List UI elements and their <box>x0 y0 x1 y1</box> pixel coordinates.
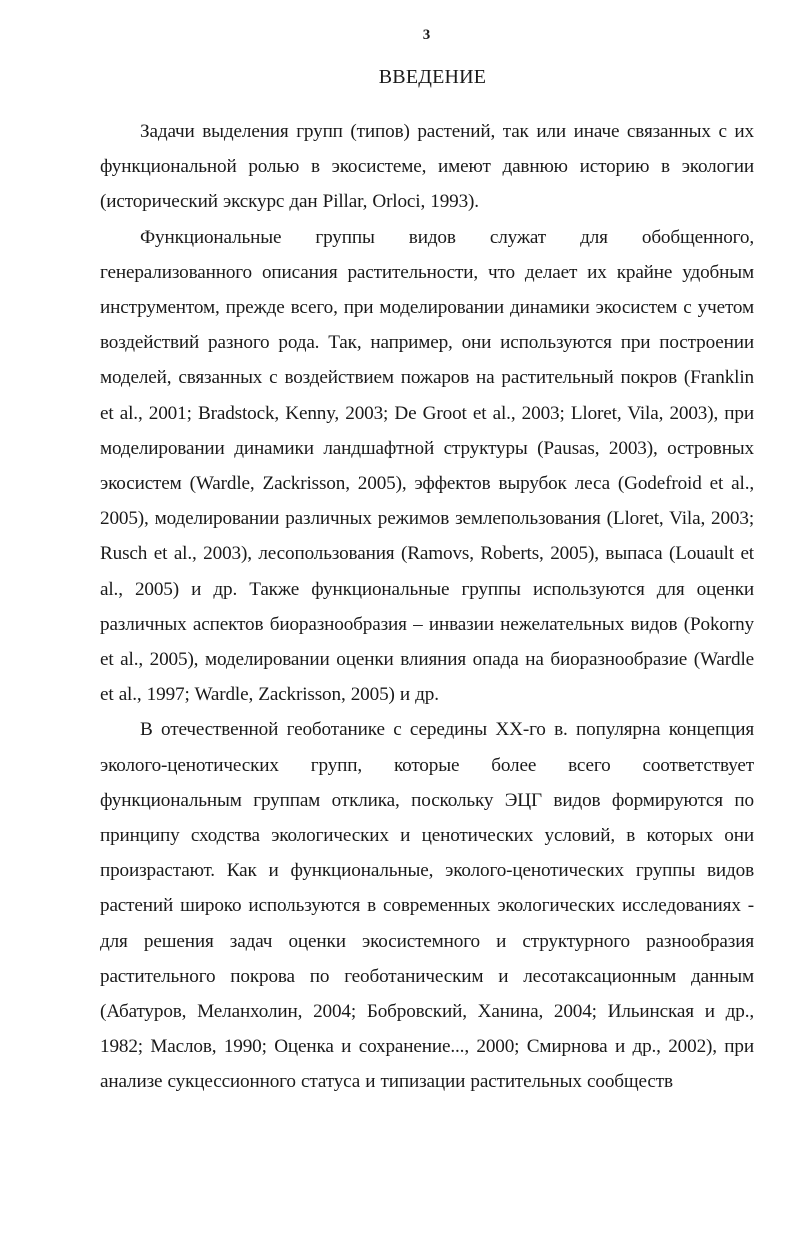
paragraph-1: Задачи выделения групп (типов) растений, так или иначе связанных с их функциональной ролью в экосистеме, имеют давнюю историю в экологии (исторический экскурс дан Pillar, Orloci, 1993). <box>100 121 754 213</box>
paragraph-2: Функциональные группы видов служат для обобщенного, генерализованного описания растительности, что делает их крайне удобным инструментом, прежде всего, при моделировании динамики экосистем с учетом воздействий разного рода. Так, например, они используются при построении моделей, связанных с воздействием пожаров на растительный покров (Franklin et al., 2001; Bradstock, Kenny, 2003; De Groot et al., 2003; Lloret, Vila, 2003), при моделировании динамики ландшафтной структуры (Pausas, 2003), островных экосистем (Wardle, Zackrisson, 2005), эффектов вырубок леса (Godefroid et al., 2005), моделировании различных режимов землепользования (Lloret, Vila, 2003; Rusch et al., 2003), лесопользования (Ramovs, Roberts, 2005), выпаса (Louault et al., 2005) и др. Также функциональные группы используются для оценки различных аспектов биоразнообразия – инвазии нежелательных видов (Pokorny et al., 2005), моделировании оценки влияния опада на биоразнообразие (Wardle et al., 1997; Wardle, Zackrisson, 2005) и др. <box>100 226 754 706</box>
page-number: 3 <box>422 27 431 43</box>
section-heading: ВВЕДЕНИЕ <box>378 66 487 88</box>
body-text <box>100 114 754 1100</box>
paragraph-3: В отечественной геоботанике с середины ХХ-го в. популярна концепция эколого-ценотических групп, которые более всего соответствует функциональным группам отклика, поскольку ЭЦГ видов формируются по принципу сходства экологических и ценотических условий, в которых они произрастают. Как и функциональные, эколого-ценотических группы видов растений широко используются в современных экологических исследованиях - для решения задач оценки экосистемного и структурного разнообразия растительного покрова по геоботаническим и лесотаксационным данным (Абатуров, Меланхолин, 2004; Бобровский, Ханина, 2004; Ильинская и др., 1982; Маслов, 1990; Оценка и сохранение..., 2000; Смирнова и др., 2002), при анализе сукцессионного статуса и типизации растительных сообществ <box>100 719 754 1093</box>
